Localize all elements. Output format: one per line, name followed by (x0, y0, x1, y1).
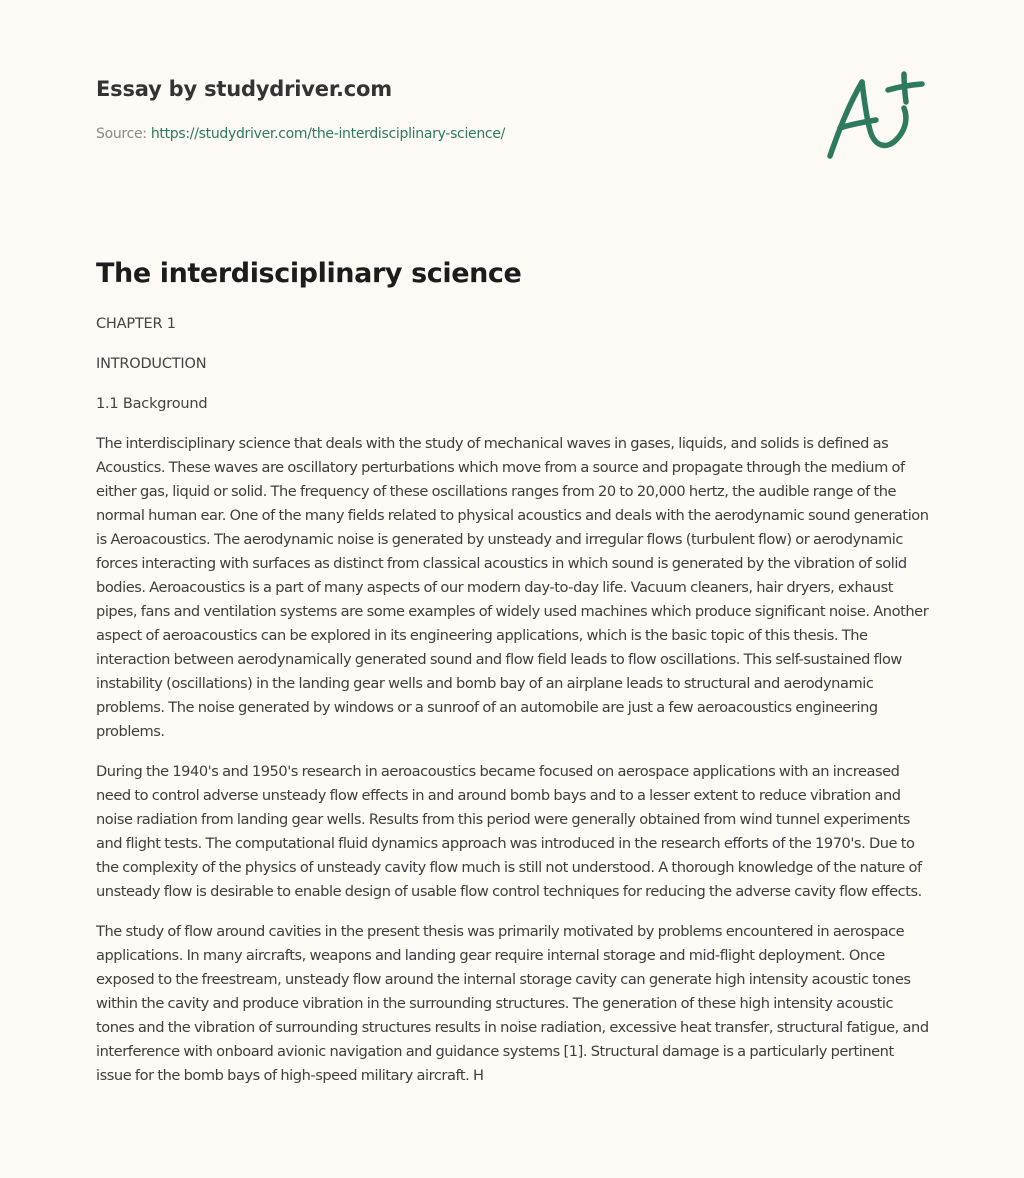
source-link[interactable]: https://studydriver.com/the-interdisciplinary-science/ (150, 126, 506, 142)
page-header (96, 74, 936, 142)
a-plus-logo-icon (818, 68, 930, 164)
source-label: Source: (96, 126, 147, 142)
paragraph: During the 1940's and 1950's research in aeroacoustics became focused on aerospace applications with an increased need to control adverse unsteady flow effects in and around bomb bays and to a lesser extent to reduce vibration and noise radiation from landing gear wells. Results from this period were generally obtained from wind tunnel experiments and flight tests. The computational fluid dynamics approach was introduced in the research efforts of the 1970's. Due to the complexity of the physics of unsteady cavity flow much is still not understood. A thorough knowledge of the nature of unsteady flow is desirable to enable design of usable flow control techniques for reducing the adverse cavity flow effects. (96, 763, 922, 900)
essay-content (96, 254, 932, 1104)
subsection-label: 1.1 Background (96, 396, 208, 412)
paragraph: The interdisciplinary science that deals with the study of mechanical waves in gases, liquids, and solids is defined as Acoustics. These waves are oscillatory perturbations which move from a source and propagate through the medium of either gas, liquid or solid. The frequency of these oscillations ranges from 20 to 20,000 hertz, the audible range of the normal human ear. One of the many fields related to physical acoustics and deals with the aerodynamic sound generation is Aeroacoustics. The aerodynamic noise is generated by unsteady and irregular flows (turbulent flow) or aerodynamic forces interacting with surfaces as distinct from classical acoustics in which sound is generated by the vibration of solid bodies. Aeroacoustics is a part of many aspects of our modern day-to-day life. Vacuum cleaners, hair dryers, exhaust pipes, fans and ventilation systems are some examples of widely used machines which produce significant noise. Another aspect of aeroacoustics can be explored in its engineering applications, which is the basic topic of this thesis. The interaction between aerodynamically generated sound and flow field leads to flow oscillations. This self-sustained flow instability (oscillations) in the landing gear wells and bomb bay of an airplane leads to structural and aerodynamic problems. The noise generated by windows or a sunroof of an automobile are just a few aeroacoustics engineering problems. (96, 435, 929, 740)
source-line (96, 124, 505, 144)
chapter-label: CHAPTER 1 (96, 316, 176, 332)
essay-title: The interdisciplinary science (96, 258, 522, 289)
site-title: Essay by studydriver.com (96, 77, 392, 101)
paragraph: The study of flow around cavities in the present thesis was primarily motivated by problems encountered in aerospace applications. In many aircrafts, weapons and landing gear require internal storage and mid-flight deployment. Once exposed to the freestream, unsteady flow around the internal storage cavity can generate high intensity acoustic tones within the cavity and produce vibration in the surrounding structures. The generation of these high intensity acoustic tones and the vibration of surrounding structures results in noise radiation, excessive heat transfer, structural fatigue, and interference with onboard avionic navigation and guidance systems [1]. Structural damage is a particularly pertinent issue for the bomb bays of high-speed military aircraft. H (96, 923, 929, 1084)
section-label: INTRODUCTION (96, 356, 207, 372)
